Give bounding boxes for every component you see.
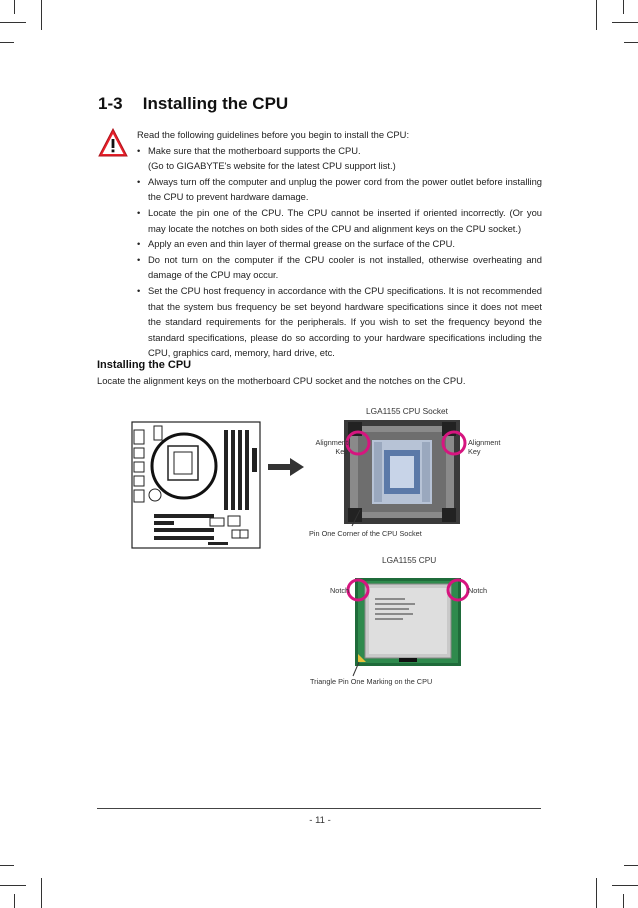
footer-divider (97, 808, 541, 809)
list-item: • Make sure that the motherboard supports the CPU. (Go to GIGABYTE's website for the latest CPU support list.) (137, 143, 542, 174)
subsection-text: Locate the alignment keys on the motherboard CPU socket and the notches on the CPU. (97, 375, 466, 386)
section-title (98, 94, 288, 114)
list-item: • Set the CPU host frequency in accordance with the CPU specifications. It is not recommended that the system bus frequency be set beyond hardware specifications since it does not meet the standard requirements for the peripherals. If you wish to set the frequency beyond the standard specifications, please do so according to your hardware specifications including the CPU, graphics card, memory, hard drive, etc. (137, 283, 542, 361)
triangle-marking-label: Triangle Pin One Marking on the CPU (310, 677, 433, 686)
subsection-heading: Installing the CPU (97, 359, 192, 371)
list-item: • Do not turn on the computer if the CPU cooler is not installed, otherwise overheating and damage of the CPU may occur. (137, 252, 542, 283)
guidelines-list (137, 143, 542, 361)
guidelines-intro: Read the following guidelines before you begin to install the CPU: (137, 129, 410, 140)
guidelines (137, 127, 542, 361)
section-title-text: Installing the CPU (142, 94, 289, 113)
cpu-title: LGA1155 CPU (382, 555, 437, 565)
alignment-key-left-label: Alignment Key (315, 438, 348, 456)
notch-right-label: Notch (468, 586, 488, 595)
page-number: - 11 - (309, 815, 331, 826)
list-item: • Apply an even and thin layer of thermal grease on the surface of the CPU. (137, 236, 542, 252)
socket-title: LGA1155 CPU Socket (366, 406, 448, 416)
arrow-right-icon (268, 458, 304, 476)
pin-one-socket-label: Pin One Corner of the CPU Socket (309, 529, 422, 538)
warning-icon (98, 128, 128, 158)
notch-left-label: Notch (330, 586, 350, 595)
list-item: • Locate the pin one of the CPU. The CPU cannot be inserted if oriented incorrectly. (Or you may locate the notches on both sides of the CPU and alignment keys on the CPU socket.) (137, 205, 542, 236)
pin-one-socket-pointer (346, 508, 366, 530)
motherboard-diagram (128, 418, 308, 550)
list-item: • Always turn off the computer and unplug the power cord from the power outlet before installing the CPU to prevent hardware damage. (137, 174, 542, 205)
alignment-key-right-label: Alignment Key (468, 438, 501, 456)
triangle-marking-pointer (348, 660, 364, 678)
section-number: 1-3 (98, 94, 123, 113)
alignment-key-right-marker (439, 428, 469, 458)
